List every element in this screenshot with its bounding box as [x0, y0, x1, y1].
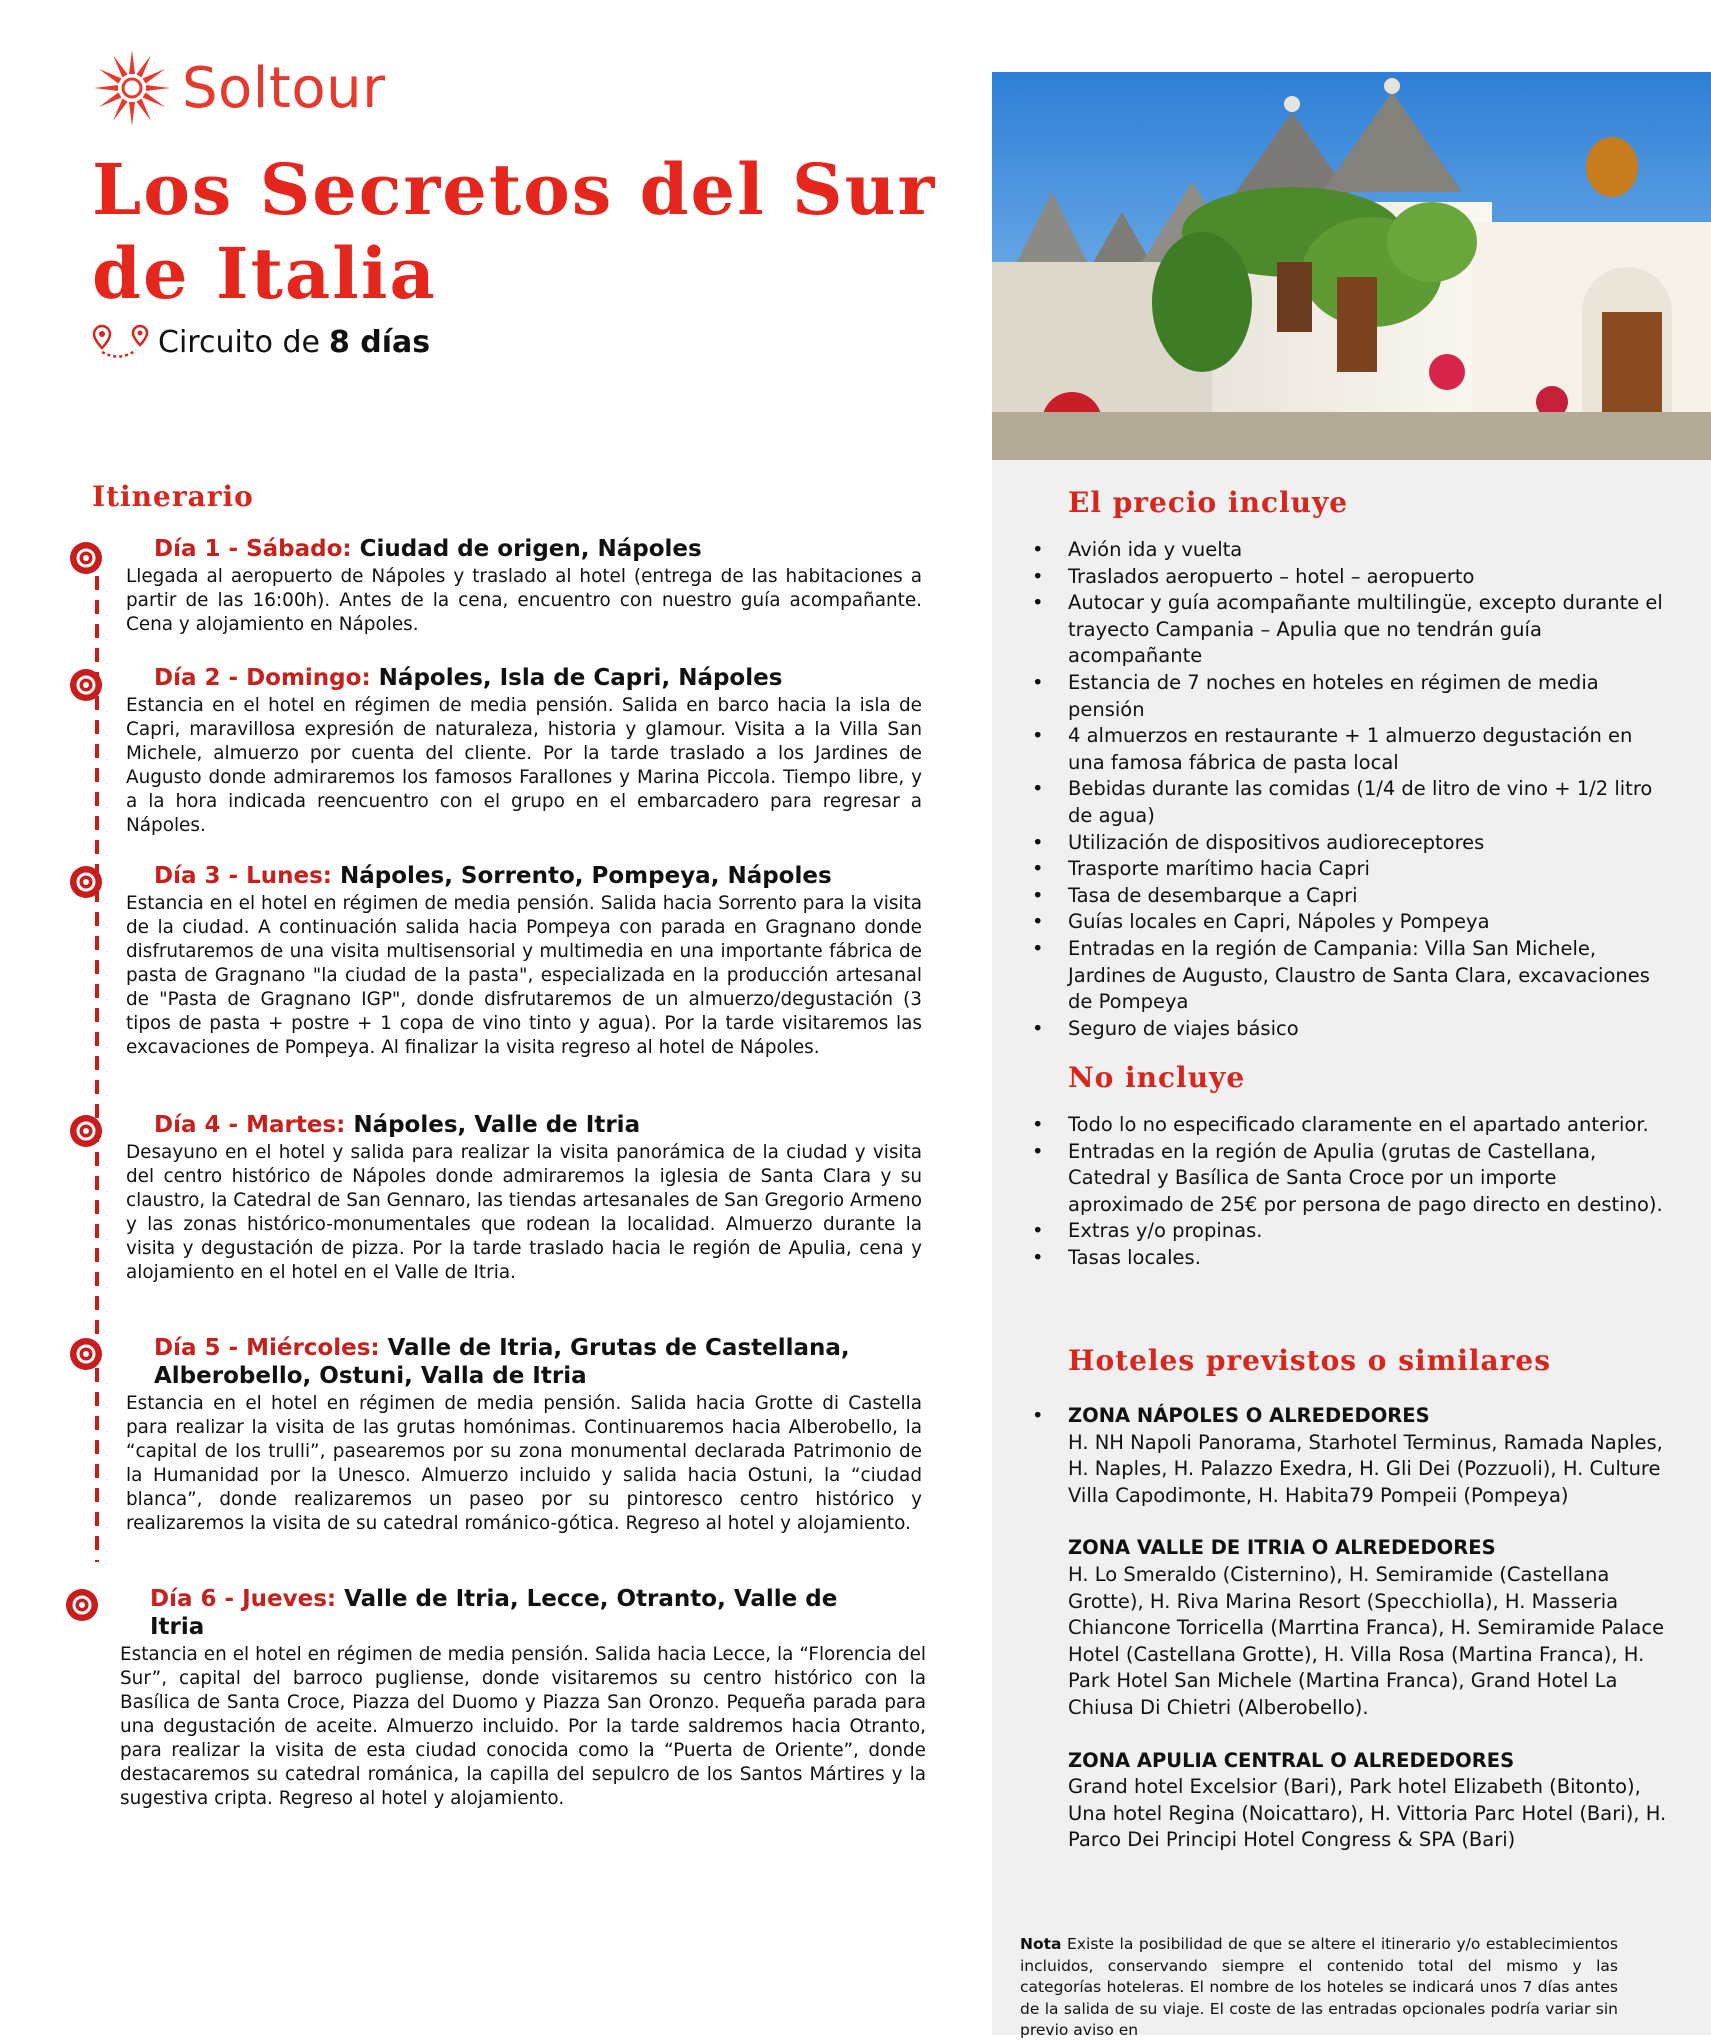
title-line-2: de Italia	[92, 232, 437, 315]
list-item: • Estancia de 7 noches en hoteles en régimen de media pensión	[1030, 670, 1670, 723]
sun-logo-icon	[90, 46, 174, 130]
route-icon	[92, 322, 152, 362]
day-heading	[120, 1585, 870, 1641]
location-pin-icon	[68, 1336, 104, 1372]
note-label: Nota	[1020, 1935, 1062, 1953]
list-item: • Seguro de viajes básico	[1030, 1016, 1670, 1043]
excludes-section	[1030, 1061, 1670, 1272]
includes-title: El precio incluye	[1068, 486, 1349, 519]
day-4	[126, 1111, 926, 1285]
list-item: • Autocar y guía acompañante multilingüe, excepto durante el trayecto Campania – Apulia que no tendrán guía acompañante	[1030, 590, 1670, 670]
circuit-duration	[92, 322, 430, 362]
day-label: Día 6 - Jueves:	[150, 1586, 337, 1612]
hotel-zone-name: ZONA NÁPOLES O ALREDEDORES	[1068, 1404, 1430, 1427]
hotel-zone-list: Grand hotel Excelsior (Bari), Park hotel Elizabeth (Bitonto), Una hotel Regina (Noicattaro), H. Vittoria Parc Hotel (Bari), H. Parco Dei Principi Hotel Congress & SPA (Bari)	[1068, 1775, 1667, 1852]
list-item: • Entradas en la región de Campania: Villa San Michele, Jardines de Augusto, Claustro de Santa Clara, excavaciones de Pompeya	[1030, 936, 1670, 1016]
location-pin-icon	[68, 1113, 104, 1149]
list-item: • Tasa de desembarque a Capri	[1030, 883, 1670, 910]
day-description: Desayuno en el hotel y salida para realizar la visita panorámica de la ciudad y visita del centro histórico de Nápoles donde admiraremos la iglesia de Santa Clara y su claustro, la Catedral de San Gennaro, las tiendas artesanales de San Gregorio Armeno y las zonas histórico-monumentales que rodean la localidad. Almuerzo durante la visita y degustación de pizza. Por la tarde traslado hacia le región de Apulia, cena y alojamiento en el hotel en el Valle de Itria.	[126, 1142, 922, 1283]
hotel-zone-apulia	[1030, 1748, 1670, 1854]
day-heading	[126, 1111, 926, 1139]
hotel-zone-list: H. Lo Smeraldo (Cisternino), H. Semiramide (Castellana Grotte), H. Riva Marina Resort (Specchiolla), H. Masseria Chiancone Torricella (Marrtina Franca), H. Semiramide Palace Hotel (Castellana Grotte), H. Villa Rosa (Martina Franca), H. Park Hotel San Michele (Martina Franca), Grand Hotel La Chiusa Di Chietri (Alberobello).	[1068, 1562, 1665, 1719]
day-description: Estancia en el hotel en régimen de media pensión. Salida en barco hacia la isla de Capri, maravillosa expresión de naturaleza, historia y glamour. Visita a la Villa San Michele, almuerzo por cuenta del cliente. Por la tarde traslado a los Jardines de Augusto donde admiraremos los famosos Farallones y Marina Piccola. Tiempo libre, y a la hora indicada reencuentro con el grupo en el embarcadero para regresar a Nápoles.	[126, 695, 922, 836]
includes-section	[1030, 486, 1670, 1042]
day-label: Día 3 - Lunes:	[154, 863, 332, 889]
location-pin-icon	[68, 540, 104, 576]
day-label: Día 4 - Martes:	[154, 1112, 346, 1138]
day-description: Estancia en el hotel en régimen de media pensión. Salida hacia Grotte di Castella para realizar la visita de las grutas homónimas. Continuaremos hacia Alberobello, la “capital de los trulli”, pasearemos por su zona monumental declarada Patrimonio de la Humanidad por la Unesco. Almuerzo incluido y salida hacia Ostuni, la “ciudad blanca”, donde realizaremos un paseo por su pintoresco centro histórico y realizaremos la visita de su catedral románico-gótica. Regreso al hotel y alojamiento.	[126, 1393, 922, 1534]
list-item: • 4 almuerzos en restaurante + 1 almuerzo degustación en una famosa fábrica de pasta local	[1030, 723, 1670, 776]
hotels-title: Hoteles previstos o similares	[1068, 1344, 1551, 1377]
day-description: Estancia en el hotel en régimen de media pensión. Salida hacia Sorrento para la visita de la ciudad. A continuación salida hacia Pompeya con parada en Gragnano donde disfrutaremos de una visita multisensorial y multimedia en una importante fábrica de pasta de Gragnano "la ciudad de la pasta", especializada en la producción artesanal de "Pasta de Gragnano IGP", donde disfrutaremos de un almuerzo/degustación (3 tipos de pasta + postre + 1 copa de vino tinto y agua). Por la tarde visitaremos las excavaciones de Pompeya. Al finalizar la visita regreso al hotel de Nápoles.	[126, 893, 922, 1058]
list-item: • Trasporte marítimo hacia Capri	[1030, 856, 1670, 883]
day-description: Llegada al aeropuerto de Nápoles y traslado al hotel (entrega de las habitaciones a partir de las 16:00h). Antes de la cena, encuentro con nuestro guía acompañante. Cena y alojamiento en Nápoles.	[126, 566, 922, 635]
day-places: Ciudad de origen, Nápoles	[359, 536, 702, 562]
list-item: • Extras y/o propinas.	[1030, 1218, 1670, 1245]
page-title	[92, 148, 972, 316]
hotel-zone-napoles	[1030, 1403, 1670, 1509]
note-text: Existe la posibilidad de que se altere el itinerario y/o establecimientos incluidos, conservando siempre el contenido total del mismo y las categorías hoteleras. El nombre de los hoteles se indicará unos 7 días antes de la salida de su viaje. El coste de las entradas opcionales podría variar sin previo aviso en	[1020, 1935, 1618, 2039]
day-places: Valle de Itria, Grutas de Castellana, Alberobello, Ostuni, Valla de Itria	[154, 1335, 850, 1389]
hotels-section	[1030, 1344, 1670, 1854]
list-item: • Utilización de dispositivos audioreceptores	[1030, 830, 1670, 857]
location-pin-icon	[64, 1587, 100, 1623]
excludes-title: No incluye	[1068, 1061, 1246, 1094]
list-item: • Entradas en la región de Apulia (grutas de Castellana, Catedral y Basílica de Santa Croce por un importe aproximado de 25€ por persona de pago directo en destino).	[1030, 1139, 1670, 1219]
list-item: • Traslados aeropuerto – hotel – aeropuerto	[1030, 564, 1670, 591]
hero-image-trulli	[992, 72, 1711, 460]
day-3	[126, 862, 926, 1060]
hotel-zone-name: ZONA APULIA CENTRAL O ALREDEDORES	[1068, 1748, 1515, 1772]
list-item: • Bebidas durante las comidas (1/4 de litro de vino + 1/2 litro de agua)	[1030, 776, 1670, 829]
brand-logo	[90, 46, 386, 130]
day-places: Nápoles, Isla de Capri, Nápoles	[378, 665, 783, 691]
day-heading	[126, 862, 926, 890]
circuit-days: 8 días	[328, 324, 431, 360]
day-label: Día 5 - Miércoles:	[154, 1335, 380, 1361]
location-pin-icon	[68, 864, 104, 900]
list-item: • Todo lo no especificado claramente en el apartado anterior.	[1030, 1112, 1670, 1139]
hotel-zone-valle-itria	[1030, 1535, 1670, 1721]
day-heading	[126, 664, 926, 692]
day-heading	[126, 535, 926, 563]
day-label: Día 2 - Domingo:	[154, 665, 371, 691]
timeline-line	[95, 552, 99, 1562]
day-heading	[126, 1334, 894, 1390]
note	[1020, 1934, 1618, 2042]
brand-name: Soltour	[182, 55, 386, 121]
bullet: •	[1032, 1404, 1044, 1427]
list-item: • Guías locales en Capri, Nápoles y Pompeya	[1030, 909, 1670, 936]
day-6	[120, 1585, 926, 1811]
list-item: • Tasas locales.	[1030, 1245, 1670, 1272]
itinerary-title: Itinerario	[92, 480, 254, 513]
title-line-1: Los Secretos del Sur	[92, 148, 937, 231]
day-description: Estancia en el hotel en régimen de media pensión. Salida hacia Lecce, la “Florencia del Sur”, capital del barroco pugliense, donde visitaremos su centro histórico con la Basílica de Santa Croce, Piazza del Duomo y Piazza San Oronzo. Pequeña parada para una degustación de aceite. Almuerzo incluido. Por la tarde saldremos hacia Otranto, para realizar la visita de esta ciudad conocida como la “Puerta de Oriente”, donde destacaremos su catedral románica, la capilla del sepulcro de los Santos Mártires y la sugestiva cripta. Regreso al hotel y alojamiento.	[120, 1644, 926, 1809]
day-1	[126, 535, 926, 637]
hotel-zone-name: ZONA VALLE DE ITRIA O ALREDEDORES	[1068, 1536, 1496, 1560]
includes-list	[1030, 537, 1670, 1042]
day-2	[126, 664, 926, 838]
day-5	[126, 1334, 926, 1536]
day-places: Nápoles, Sorrento, Pompeya, Nápoles	[339, 863, 832, 889]
location-pin-icon	[68, 667, 104, 703]
day-label: Día 1 - Sábado:	[154, 536, 352, 562]
hotel-zone-list: H. NH Napoli Panorama, Starhotel Terminus, Ramada Naples, H. Naples, H. Palazzo Exedra, H. Gli Dei (Pozzuoli), H. Culture Villa Capodimonte, H. Habita79 Pompeii (Pompeya)	[1068, 1430, 1663, 1507]
list-item: • Avión ida y vuelta	[1030, 537, 1670, 564]
day-places: Nápoles, Valle de Itria	[353, 1112, 641, 1138]
circuit-prefix: Circuito de	[158, 324, 320, 360]
excludes-list	[1030, 1112, 1670, 1272]
day-places: Valle de Itria, Lecce, Otranto, Valle de Itria	[150, 1586, 838, 1640]
